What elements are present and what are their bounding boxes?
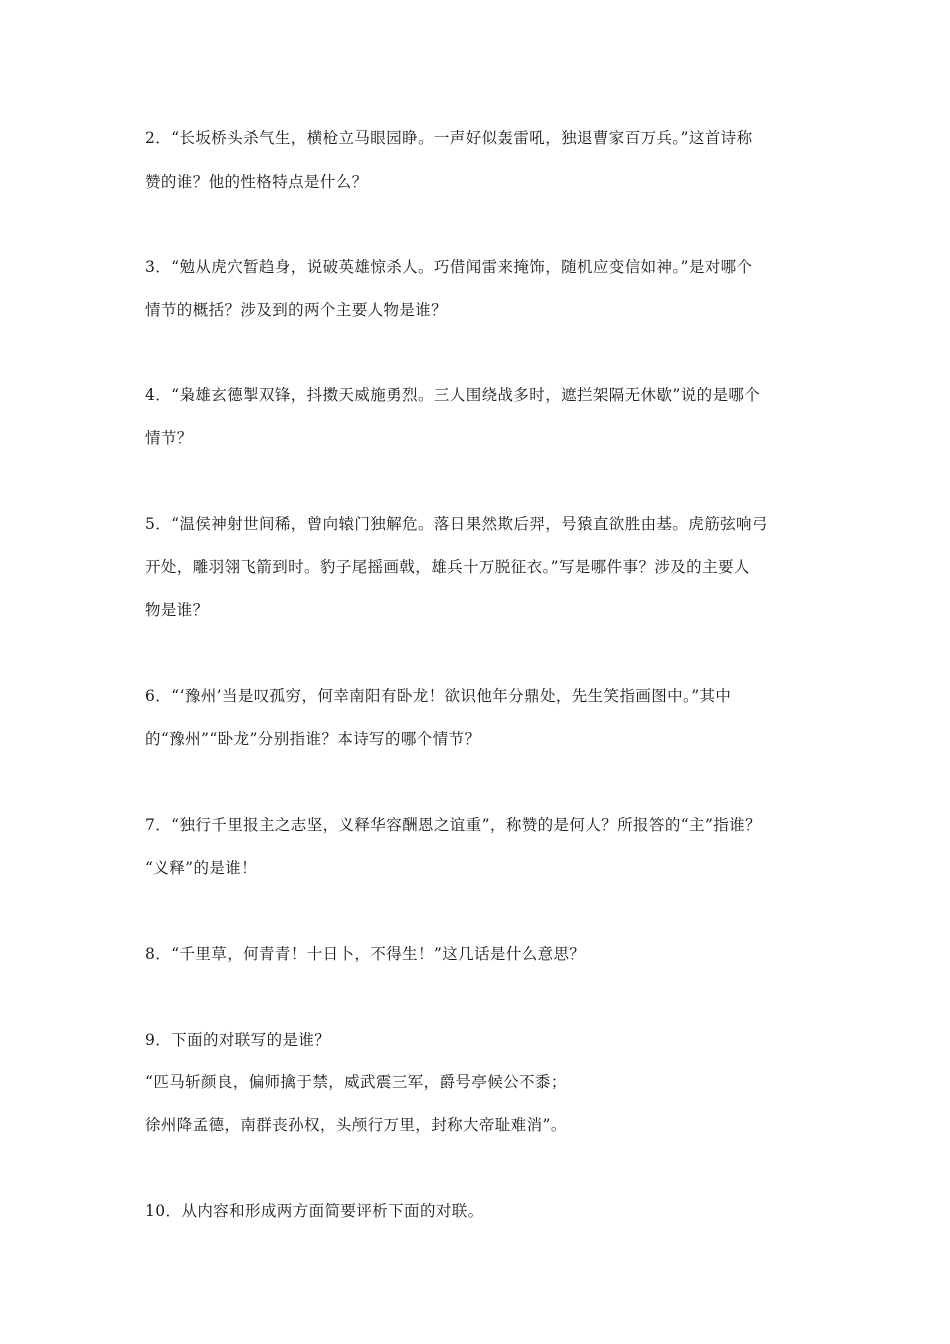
- couplet-line-2: 徐州降孟德，南群丧孙权，头颅行万里，封称大帝耻难消”。: [145, 1116, 567, 1134]
- question-8-number: 8．: [145, 945, 172, 963]
- question-5-line-1: [145, 514, 768, 534]
- question-6-line-2: 的“豫州”“卧龙”分别指谁？本诗写的哪个情节？: [145, 730, 481, 748]
- question-5-line-3: 物是谁？: [145, 601, 209, 619]
- couplet-line-1: “匹马斩颜良，偏师擒于禁，威武震三军，爵号亭候公不黍；: [145, 1073, 567, 1091]
- question-3-line-2: 情节的概括？涉及到的两个主要人物是谁？: [145, 301, 448, 319]
- question-3-line-1: [145, 257, 752, 277]
- question-2-line-2: 赞的谁？他的性格特点是什么？: [145, 173, 368, 191]
- question-5-number: 5．: [145, 515, 172, 533]
- question-4-text: “枭雄玄德掣双锋，抖擞天威施勇烈。三人围绕战多时，遮拦架隔无休歇”说的是哪个: [171, 386, 761, 404]
- question-3-number: 3．: [145, 258, 172, 276]
- question-5-text: “温侯神射世间稀，曾向辕门独解危。落日果然欺后羿，号猿直欲胜由基。虎筋弦响弓: [171, 515, 768, 533]
- question-10-number: 10．: [145, 1202, 182, 1220]
- question-3-text: “勉从虎穴暂趋身，说破英雄惊杀人。巧借闻雷来掩饰，随机应变信如神。”是对哪个: [171, 258, 753, 276]
- question-6-text: “‘豫州’当是叹孤穷，何幸南阳有卧龙！欲识他年分鼎处，先生笑指画图中。”其中: [171, 687, 732, 705]
- question-9-text: 下面的对联写的是谁？: [171, 1031, 331, 1049]
- question-4-number: 4．: [145, 386, 172, 404]
- question-2-text: “长坂桥头杀气生，横枪立马眼园睁。一声好似轰雷吼，独退曹家百万兵。”这首诗称: [171, 129, 753, 147]
- question-7-number: 7．: [145, 816, 172, 834]
- question-8-line-1: [145, 944, 585, 964]
- question-7-line-2: “义释”的是谁！: [145, 859, 258, 877]
- question-7-text: “独行千里报主之志坚，义释华容酬恩之谊重”，称赞的是何人？所报答的“主”指谁？: [171, 816, 761, 834]
- question-10-line-1: [145, 1201, 484, 1221]
- question-4-line-2: 情节？: [145, 429, 193, 447]
- question-9-number: 9．: [145, 1031, 172, 1049]
- question-4-line-1: [145, 385, 760, 405]
- question-5-line-2: 开处，雕羽翎飞箭到时。豹子尾摇画戟，雄兵十万脱征衣。”写是哪件事？涉及的主要人: [145, 558, 750, 576]
- question-2-line-1: [145, 128, 752, 148]
- question-6-line-1: [145, 686, 731, 706]
- question-8-text: “千里草，何青青！十日卜，不得生！”这几话是什么意思？: [171, 945, 586, 963]
- question-10-text: 从内容和形成两方面简要评析下面的对联。: [181, 1202, 484, 1220]
- question-7-line-1: [145, 815, 761, 835]
- question-9-line-1: [145, 1030, 330, 1050]
- question-2-number: 2．: [145, 129, 172, 147]
- question-6-number: 6．: [145, 687, 172, 705]
